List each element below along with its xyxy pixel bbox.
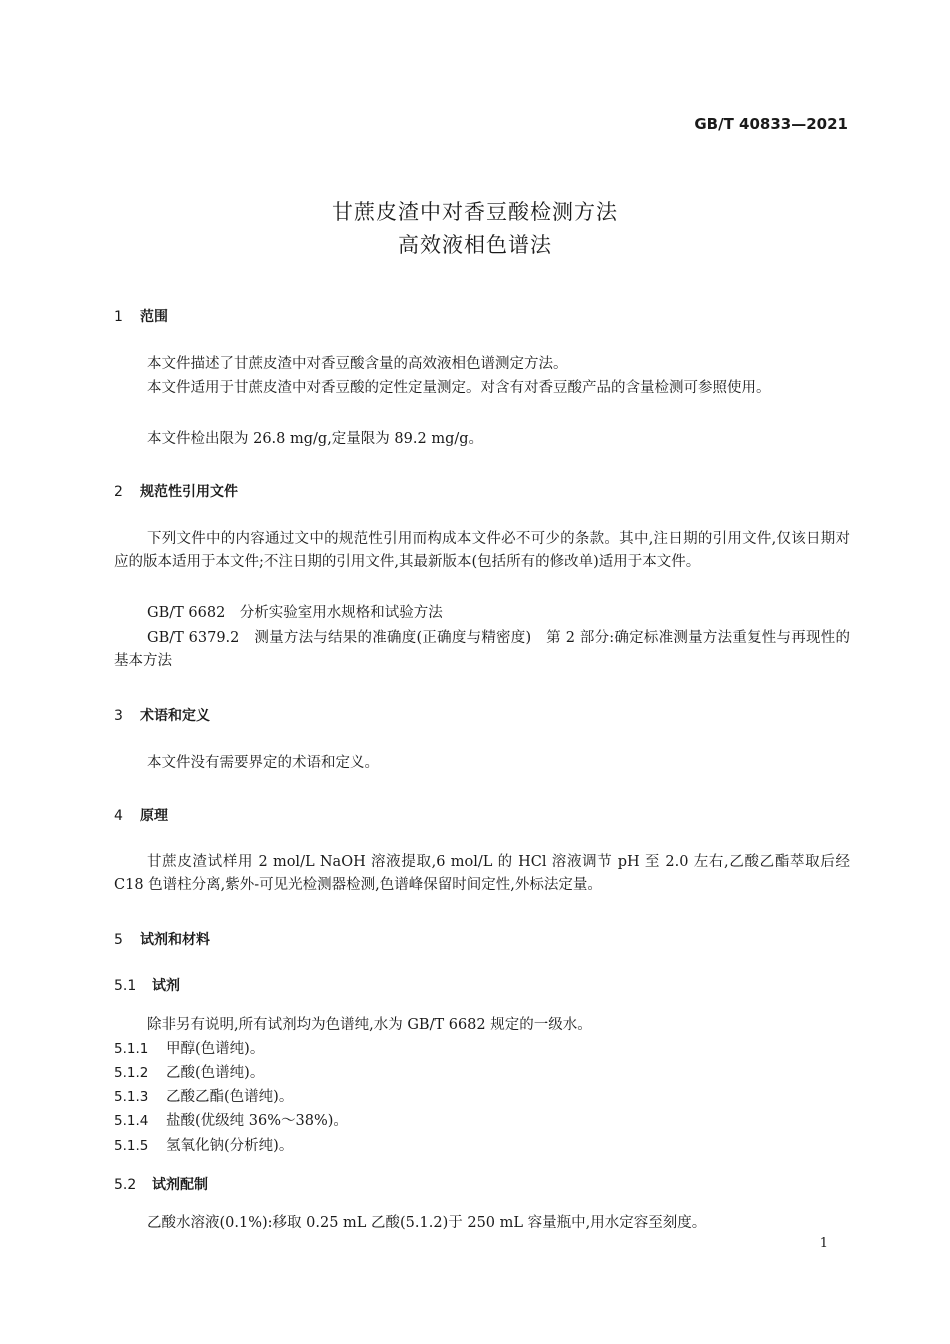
subsection-number: 5.1 <box>114 978 137 994</box>
section-title: 术语和定义 <box>140 708 210 724</box>
subsection-title: 试剂配制 <box>152 1177 208 1193</box>
section-number: 1 <box>114 309 123 325</box>
item-text: 盐酸(优级纯 36%～38%)。 <box>166 1113 348 1129</box>
section-title: 试剂和材料 <box>140 932 210 948</box>
paragraph: 本文件适用于甘蔗皮渣中对香豆酸的定性定量测定。对含有对香豆酸产品的含量检测可参照使用。 <box>147 380 771 396</box>
paragraph: 甘蔗皮渣试样用 2 mol/L NaOH 溶液提取,6 mol/L 的 HCl 溶液调节 pH 至 2.0 左右,乙酸乙酯萃取后经 C18 色谱柱分离,紫外-可见光检测器检测,色谱峰保留时间定性,外标法定量。 <box>114 854 850 893</box>
item-number: 5.1.3 <box>114 1089 149 1105</box>
page-number: 1 <box>819 1236 828 1251</box>
section-number: 4 <box>114 808 123 824</box>
item-text: 甲醇(色谱纯)。 <box>166 1041 265 1057</box>
item-number: 5.1.5 <box>114 1138 149 1154</box>
paragraph: 本文件没有需要界定的术语和定义。 <box>147 755 379 771</box>
item-number: 5.1.2 <box>114 1065 149 1081</box>
subsection-title: 试剂 <box>152 978 180 994</box>
item-text: 乙酸乙酯(色谱纯)。 <box>166 1089 294 1105</box>
section-heading-principle <box>114 805 168 825</box>
item-text: 乙酸(色谱纯)。 <box>166 1065 265 1081</box>
item-number: 5.1.4 <box>114 1113 149 1129</box>
list-item <box>114 1109 348 1130</box>
section-title: 原理 <box>140 808 168 824</box>
section-number: 3 <box>114 708 123 724</box>
item-text: 氢氧化钠(分析纯)。 <box>166 1138 294 1154</box>
section-heading-normative-references <box>114 481 238 501</box>
section-number: 2 <box>114 484 123 500</box>
section-heading-terms <box>114 705 210 725</box>
document-title: 甘蔗皮渣中对香豆酸检测方法 <box>332 200 618 224</box>
paragraph: 本文件检出限为 26.8 mg/g,定量限为 89.2 mg/g。 <box>147 431 484 447</box>
item-number: 5.1.1 <box>114 1041 149 1057</box>
reference-item: GB/T 6379.2 测量方法与结果的准确度(正确度与精密度) 第 2 部分:确定标准测量方法重复性与再现性的基本方法 <box>114 630 850 669</box>
reference-item: GB/T 6682 分析实验室用水规格和试验方法 <box>147 605 443 621</box>
list-item <box>114 1134 293 1155</box>
section-heading-reagents <box>114 929 210 949</box>
paragraph: 下列文件中的内容通过文中的规范性引用而构成本文件必不可少的条款。其中,注日期的引用文件,仅该日期对应的版本适用于本文件;不注日期的引用文件,其最新版本(包括所有的修改单)适用于本文件。 <box>114 531 850 570</box>
list-item <box>114 1085 293 1106</box>
paragraph: 乙酸水溶液(0.1%):移取 0.25 mL 乙酸(5.1.2)于 250 mL 容量瓶中,用水定容至刻度。 <box>147 1215 707 1231</box>
section-heading-scope <box>114 306 168 326</box>
document-subtitle: 高效液相色谱法 <box>398 233 552 257</box>
section-number: 5 <box>114 932 123 948</box>
paragraph: 本文件描述了甘蔗皮渣中对香豆酸含量的高效液相色谱测定方法。 <box>147 356 568 372</box>
section-title: 范围 <box>140 309 168 325</box>
subsection-heading-reagents <box>114 975 180 995</box>
standard-number: GB/T 40833—2021 <box>694 115 848 133</box>
section-title: 规范性引用文件 <box>140 484 238 500</box>
subsection-number: 5.2 <box>114 1177 137 1193</box>
list-item <box>114 1061 264 1082</box>
list-item <box>114 1037 264 1058</box>
paragraph: 除非另有说明,所有试剂均为色谱纯,水为 GB/T 6682 规定的一级水。 <box>147 1017 592 1033</box>
subsection-heading-reagent-preparation <box>114 1174 208 1194</box>
